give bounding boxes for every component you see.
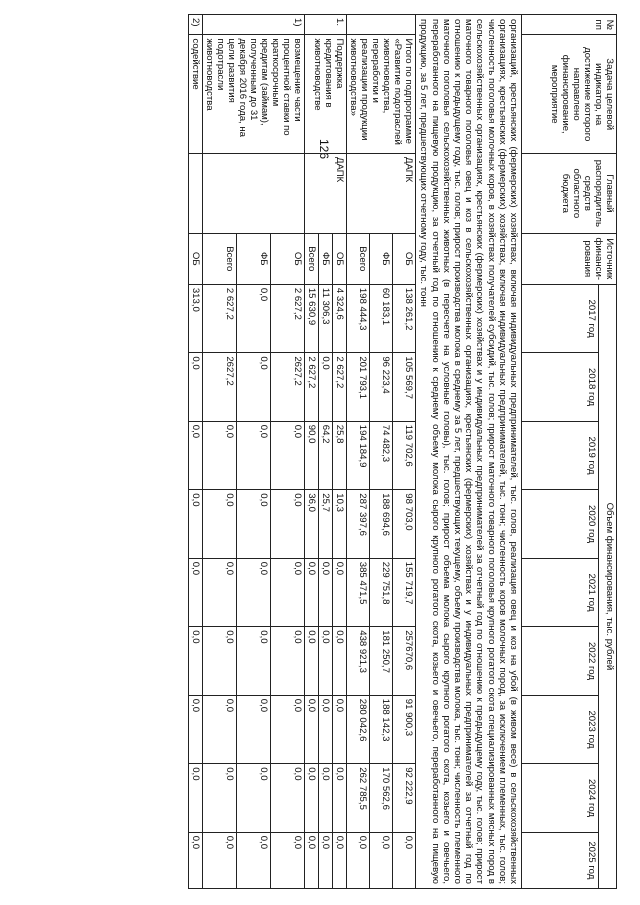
header-year: 2019 год (522, 421, 599, 489)
amount-cell: 0,0 (203, 764, 237, 832)
amount-cell: 0,0 (237, 421, 271, 489)
amount-cell: 96 223,4 (370, 353, 393, 421)
row-source: Всего (203, 233, 237, 284)
table-row (393, 15, 416, 889)
amount-cell: 0,0 (333, 627, 347, 695)
amount-cell: 0,0 (237, 490, 271, 558)
row-source: Всего (305, 233, 319, 284)
amount-cell: 188 142,3 (370, 695, 393, 763)
amount-cell: 262 785,5 (347, 764, 370, 832)
amount-cell: 0,0 (189, 558, 203, 626)
page-number: 126 (317, 138, 332, 160)
amount-cell: 2 627,2 (271, 284, 305, 352)
row-number: 1) (203, 15, 305, 35)
header-number: № пп (522, 15, 617, 35)
amount-cell: 0,0 (271, 832, 305, 888)
amount-cell: 0,0 (319, 695, 333, 763)
amount-cell: 98 703,0 (393, 490, 416, 558)
amount-cell: 2 627,2 (203, 284, 237, 352)
amount-cell: 0,0 (203, 695, 237, 763)
amount-cell: 0,0 (189, 627, 203, 695)
table-row (271, 15, 305, 889)
amount-cell: 0,0 (271, 627, 305, 695)
amount-cell: 0,0 (305, 695, 319, 763)
amount-cell: 0,0 (237, 832, 271, 888)
header-year: 2020 год (522, 490, 599, 558)
amount-cell: 0,0 (203, 627, 237, 695)
amount-cell: 105 569,7 (393, 353, 416, 421)
amount-cell: 229 751,8 (370, 558, 393, 626)
amount-cell: 0,0 (319, 353, 333, 421)
row-task: Поддержка кредитования в животноводстве (305, 35, 347, 154)
row-source: ФБ (237, 233, 271, 284)
amount-cell: 0,0 (189, 490, 203, 558)
amount-cell: 0,0 (203, 832, 237, 888)
amount-cell: 119 702,6 (393, 421, 416, 489)
amount-cell: 0,0 (271, 421, 305, 489)
amount-cell: 313,0 (189, 284, 203, 352)
row-task: Итого по подпрограмме «Развитие подотраслей животноводства, переработки и реализации продукции животноводства» (347, 35, 416, 154)
header-year: 2021 год (522, 558, 599, 626)
row-source: ФБ (319, 233, 333, 284)
amount-cell: 0,0 (271, 764, 305, 832)
amount-cell: 0,0 (203, 558, 237, 626)
amount-cell: 0,0 (237, 627, 271, 695)
row-number: 2) (189, 15, 203, 35)
amount-cell: 287 397,6 (347, 490, 370, 558)
amount-cell: 0,0 (347, 832, 370, 888)
amount-cell: 0,0 (319, 764, 333, 832)
amount-cell: 181 250,7 (370, 627, 393, 695)
row-number: 1. (305, 15, 347, 35)
amount-cell: 385 471,5 (347, 558, 370, 626)
amount-cell: 0,0 (333, 558, 347, 626)
amount-cell: 0,0 (237, 558, 271, 626)
row-task: возмещение части процентной ставки по краткосрочным кредитам (займам), полученным до 31 декабря 2016 года, на цели развития подотрасли животноводства (203, 35, 305, 154)
header-distributor: Главный распорядитель средств областного бюджета (522, 154, 617, 234)
amount-cell: 198 444,3 (347, 284, 370, 352)
amount-cell: 257670,6 (393, 627, 416, 695)
amount-cell: 0,0 (271, 695, 305, 763)
financing-table (188, 14, 617, 889)
amount-cell: 0,0 (319, 558, 333, 626)
header-source: Источник финанси-рования (522, 233, 617, 284)
amount-cell: 0,0 (189, 764, 203, 832)
amount-cell: 10,3 (333, 490, 347, 558)
amount-cell: 0,0 (370, 832, 393, 888)
row-source: ОБ (333, 233, 347, 284)
rotated-table-wrapper (69, 14, 617, 889)
amount-cell: 0,0 (305, 832, 319, 888)
header-year: 2023 год (522, 695, 599, 763)
amount-cell: 0,0 (237, 284, 271, 352)
amount-cell: 0,0 (237, 764, 271, 832)
table-body (189, 15, 522, 889)
amount-cell: 0,0 (319, 627, 333, 695)
row-source: ОБ (393, 233, 416, 284)
amount-cell: 2 627,2 (305, 353, 319, 421)
amount-cell: 0,0 (237, 695, 271, 763)
row-distributor (189, 154, 203, 234)
header-year: 2017 год (522, 284, 599, 352)
header-year: 2022 год (522, 627, 599, 695)
amount-cell: 25,7 (319, 490, 333, 558)
amount-cell: 0,0 (305, 764, 319, 832)
amount-cell: 25,8 (333, 421, 347, 489)
amount-cell: 0,0 (305, 558, 319, 626)
amount-cell: 92 222,9 (393, 764, 416, 832)
amount-cell: 15 630,9 (305, 284, 319, 352)
amount-cell: 0,0 (333, 764, 347, 832)
amount-cell: 0,0 (189, 695, 203, 763)
row-source: ОБ (271, 233, 305, 284)
amount-cell: 0,0 (203, 490, 237, 558)
amount-cell: 138 261,2 (393, 284, 416, 352)
amount-cell: 90,0 (305, 421, 319, 489)
amount-cell: 0,0 (305, 627, 319, 695)
amount-cell: 74 482,3 (370, 421, 393, 489)
amount-cell: 188 694,6 (370, 490, 393, 558)
amount-cell: 91 900,3 (393, 695, 416, 763)
amount-cell: 0,0 (271, 558, 305, 626)
amount-cell: 0,0 (319, 832, 333, 888)
amount-cell: 2627,2 (203, 353, 237, 421)
amount-cell: 0,0 (203, 421, 237, 489)
amount-cell: 280 042,6 (347, 695, 370, 763)
row-distributor (203, 154, 305, 234)
amount-cell: 36,0 (305, 490, 319, 558)
header-year: 2024 год (522, 764, 599, 832)
header-year: 2025 год (522, 832, 599, 888)
amount-cell: 2627,2 (271, 353, 305, 421)
table-row (189, 15, 203, 889)
row-task: содействие (189, 35, 203, 154)
row-distributor: ДАПК (305, 154, 347, 234)
amount-cell: 170 562,6 (370, 764, 393, 832)
header-year: 2018 год (522, 353, 599, 421)
amount-cell: 0,0 (189, 832, 203, 888)
row-source: Всего (347, 233, 370, 284)
amount-cell: 0,0 (189, 353, 203, 421)
amount-cell: 438 921,3 (347, 627, 370, 695)
amount-cell: 2 627,2 (333, 353, 347, 421)
amount-cell: 0,0 (271, 490, 305, 558)
amount-cell: 0,0 (333, 695, 347, 763)
row-distributor: ДАПК (347, 154, 416, 234)
amount-cell: 0,0 (189, 421, 203, 489)
amount-cell: 0,0 (237, 353, 271, 421)
amount-cell: 11 306,3 (319, 284, 333, 352)
amount-cell: 0,0 (393, 832, 416, 888)
header-volume: Объем финансирования, тыс. рублей (599, 284, 617, 888)
row-source: ОБ (189, 233, 203, 284)
amount-cell: 60 183,1 (370, 284, 393, 352)
amount-cell: 0,0 (333, 832, 347, 888)
amount-cell: 201 793,1 (347, 353, 370, 421)
amount-cell: 155 719,7 (393, 558, 416, 626)
amount-cell: 64,2 (319, 421, 333, 489)
indicator-paragraph: организаций, крестьянских (фермерских) хозяйствах, включая индивидуальных предпринимателей, тыс. голов, реализация овец и коз на убой (в живом весе) в сельскохозяйственных организациях, крестьянских (фермерских) хозяйствах, включая индивидуальных предпринимателей, тыс. тонн; численность коров молочных пород, за исключением племенных, тыс. голов; численность поголовья молочных коров, в хозяйствах получателей субсидий, тыс. голов; прирост маточного товарного поголовья крупного рогатого скота специализированных мясных пород в сельскохозяйственных организациях, крестьянских (фермерских) хозяйствах и у индивидуальных предпринимателей за отчетный год по отношению к предыдущему году, тыс. голов; прирост маточного товарного поголовья овец и коз в сельскохозяйственных организациях, крестьянских (фермерских) хозяйствах и у индивидуальных предпринимателей за отчетный год по отношению к предыдущему году, тыс. голов; прирост производства молока в среднему за 5 лет, предшествующих текущему, объему производства молока, тыс. тонн; численность племенного маточного поголовья сельскохозяйственных животных (в пересчете на условные головы), тыс. голов; прирост объема молока сырого крупного рогатого скота, козьего и овечьего, переработанного на пищевую продукцию, за отчетный год по отношению к среднему объему молока сырого крупного рогатого скота, козьего и овечьего, переработанного на пищевую продукцию, за 5 лет, предшествующих отчетному году, тыс. тонн (416, 15, 522, 889)
row-source: ФБ (370, 233, 393, 284)
amount-cell: 194 184,9 (347, 421, 370, 489)
table-row (333, 15, 347, 889)
header-task: Задача целевой индикатор, на достижение которого направлено финансирование, мероприятие (522, 35, 617, 154)
amount-cell: 4 324,6 (333, 284, 347, 352)
row-number (347, 15, 416, 35)
